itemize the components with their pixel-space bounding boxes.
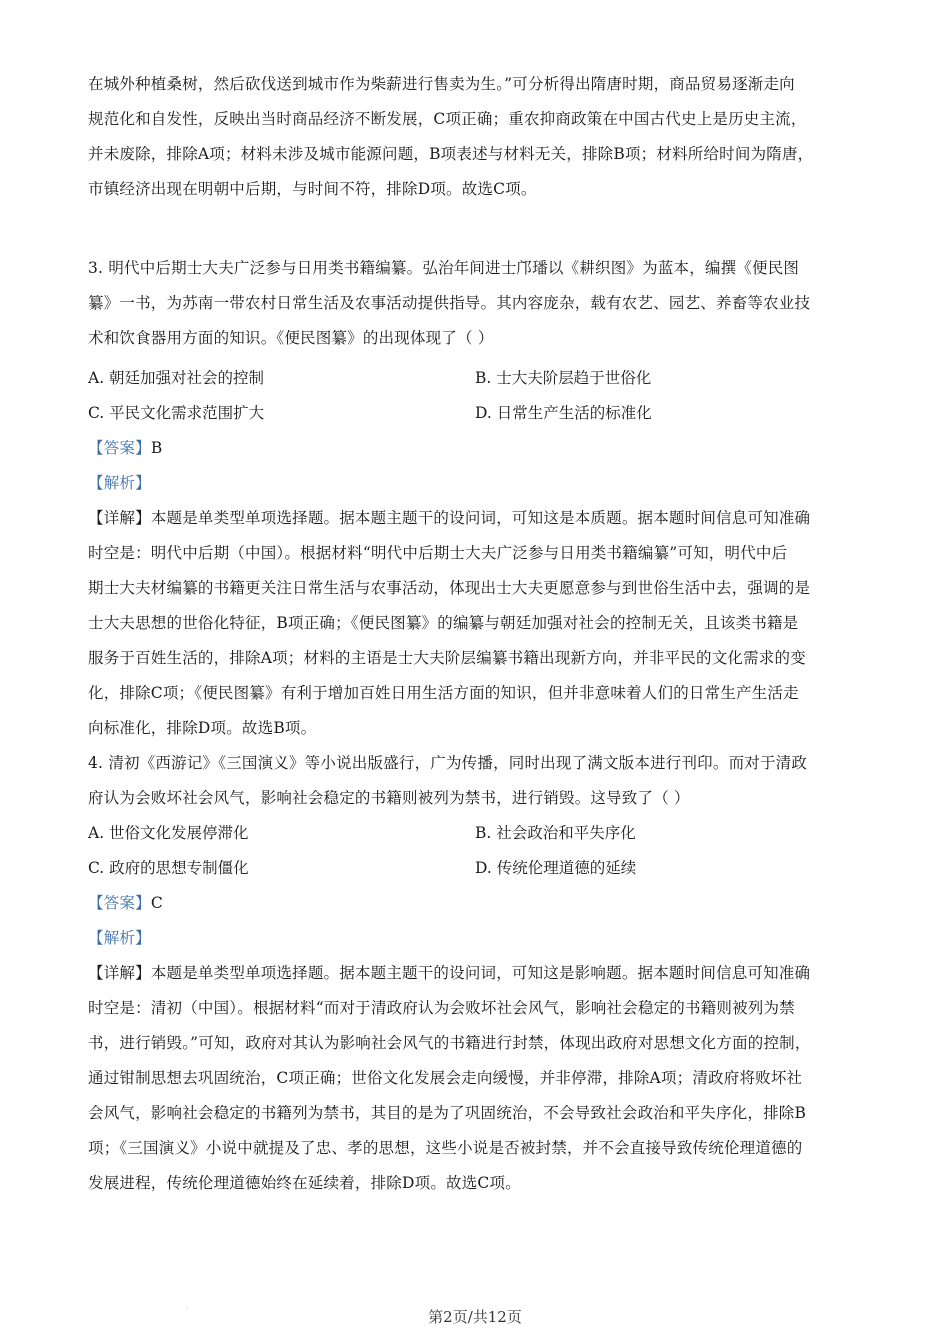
- q4-analysis-heading: [88, 928, 151, 948]
- q4-detail: 发展进程，传统伦理道德始终在延续着，排除D项。故选C项。: [88, 1174, 521, 1192]
- q4-option-b: B. 社会政治和平失序化: [475, 824, 636, 842]
- q3-detail: 期士大夫材编纂的书籍更关注日常生活与农事活动，体现出士大夫更愿意参与到世俗生活中去，强调的是: [88, 579, 811, 597]
- q3-option-d: D. 日常生产生活的标准化: [475, 404, 652, 422]
- q3-detail: 【详解】本题是单类型单项选择题。据本题主题干的设问词，可知这是本质题。据本题时间信息可知准确: [88, 509, 811, 527]
- q4-detail: 书，进行销毁。”可知，政府对其认为影响社会风气的书籍进行封禁，体现出政府对思想文化方面的控制，: [88, 1034, 811, 1052]
- detail-tag: 【详解】: [88, 509, 151, 527]
- q3-detail: 向标准化，排除D项。故选B项。: [88, 719, 317, 737]
- question-3-stem: 纂》一书，为苏南一带农村日常生活及农事活动提供指导。其内容庞杂，载有农艺、园艺、养畜等农业技: [88, 294, 811, 312]
- question-4-stem: 4. 清初《西游记》《三国演义》等小说出版盛行，广为传播，同时出现了满文版本进行刊印。而对于清政: [88, 754, 808, 772]
- question-3-stem: 术和饮食器用方面的知识。《便民图纂》的出现体现了（ ）: [88, 329, 494, 347]
- q3-option-b: B. 士大夫阶层趋于世俗化: [475, 369, 652, 387]
- q3-option-c: C. 平民文化需求范围扩大: [88, 404, 265, 422]
- analysis-tag: 【解析】: [88, 929, 151, 947]
- answer-value: B: [150, 439, 163, 457]
- question-4-stem: 府认为会败坏社会风气，影响社会稳定的书籍则被列为禁书，进行销毁。这导致了（ ）: [88, 789, 690, 807]
- decorative-dot: .: [186, 1304, 188, 1311]
- q4-detail: 项；《三国演义》小说中就提及了忠、孝的思想，这些小说是否被封禁，并不会直接导致传统伦理道德的: [88, 1139, 803, 1157]
- q4-detail: 时空是：清初（中国）。根据材料“而对于清政府认为会败坏社会风气，影响社会稳定的书籍则被列为禁: [88, 999, 795, 1017]
- q3-detail: 时空是：明代中后期（中国）。根据材料“明代中后期士大夫广泛参与日用类书籍编纂”可知，明代中后: [88, 544, 788, 562]
- q3-detail: 士大夫思想的世俗化特征，B项正确；《便民图纂》的编纂与朝廷加强对社会的控制无关，且该类书籍是: [88, 614, 799, 632]
- answer-tag: 【答案】: [88, 894, 151, 912]
- text-line: 规范化和自发性，反映出当时商品经济不断发展，C项正确；重农抑商政策在中国古代史上是历史主流，: [88, 110, 807, 128]
- q4-option-a: A. 世俗文化发展停滞化: [88, 824, 249, 842]
- page-number: 第2页/共12页: [428, 1308, 522, 1326]
- q4-answer: [88, 893, 163, 913]
- q3-detail: 服务于百姓生活的，排除A项；材料的主语是士大夫阶层编纂书籍出现新方向，并非平民的文化需求的变: [88, 649, 806, 667]
- q4-detail: 通过钳制思想去巩固统治，C项正确；世俗文化发展会走向缓慢，并非停滞，排除A项；清政府将败坏社: [88, 1069, 803, 1087]
- answer-tag: 【答案】: [88, 439, 151, 457]
- text-line: 在城外种植桑树，然后砍伐送到城市作为柴薪进行售卖为生。”可分析得出隋唐时期，商品贸易逐渐走向: [88, 75, 795, 93]
- text-line: 市镇经济出现在明朝中后期，与时间不符，排除D项。故选C项。: [88, 180, 537, 198]
- q3-option-a: A. 朝廷加强对社会的控制: [88, 369, 265, 387]
- q4-detail: 会风气，影响社会稳定的书籍列为禁书，其目的是为了巩固统治，不会导致社会政治和平失序化，排除B: [88, 1104, 807, 1122]
- q3-analysis-heading: [88, 473, 151, 493]
- q4-detail: 【详解】本题是单类型单项选择题。据本题主题干的设问词，可知这是影响题。据本题时间信息可知准确: [88, 964, 811, 982]
- analysis-tag: 【解析】: [88, 474, 151, 492]
- q3-answer: [88, 438, 162, 458]
- q4-option-c: C. 政府的思想专制僵化: [88, 859, 249, 877]
- text-line: 并未废除，排除A项；材料未涉及城市能源问题，B项表述与材料无关，排除B项；材料所给时间为隋唐，: [88, 145, 814, 163]
- question-3-stem: 3. 明代中后期士大夫广泛参与日用类书籍编纂。弘治年间进士邝璠以《耕织图》为蓝本，编撰《便民图: [88, 259, 800, 277]
- answer-value: C: [150, 894, 163, 912]
- q3-detail: 化，排除C项；《便民图纂》有利于增加百姓日用生活方面的知识，但并非意味着人们的日常生产生活走: [88, 684, 799, 702]
- q4-option-d: D. 传统伦理道德的延续: [475, 859, 637, 877]
- detail-tag: 【详解】: [88, 964, 151, 982]
